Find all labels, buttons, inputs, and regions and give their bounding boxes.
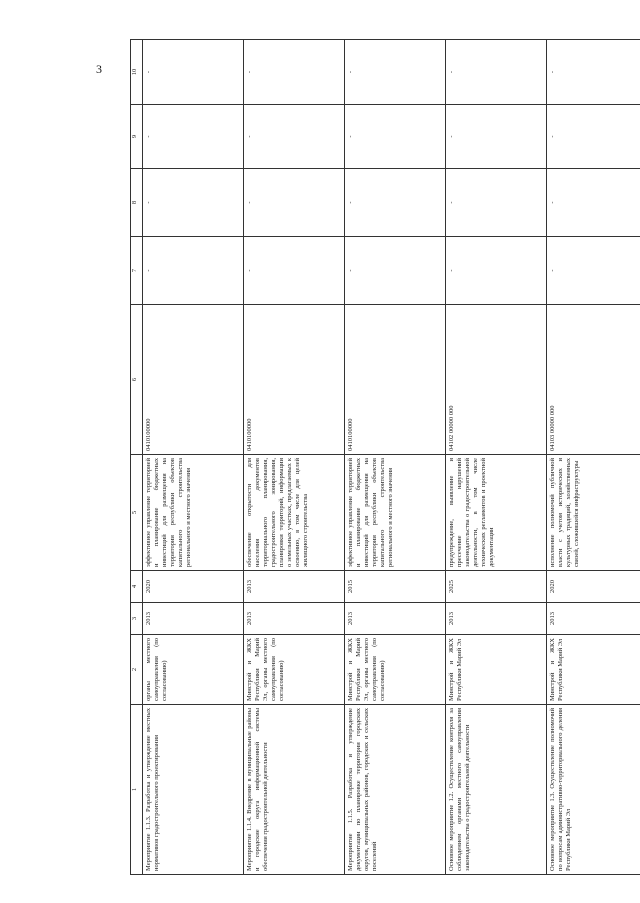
value-cell: - bbox=[345, 169, 446, 237]
responsible-executor: органы местного самоуправления (по согласованию) bbox=[143, 635, 244, 705]
rotated-table-wrapper bbox=[130, 40, 630, 875]
table-row bbox=[143, 40, 244, 875]
value-cell: - bbox=[345, 237, 446, 305]
budget-code: 0410100000 bbox=[244, 305, 345, 455]
page-number: 3 bbox=[96, 62, 102, 76]
value-cell: - bbox=[547, 237, 640, 305]
value-cell: - bbox=[143, 169, 244, 237]
value-cell: - bbox=[345, 105, 446, 169]
expected-result: предупреждение, выявление и пресечение нарушений законодательства о градостроительной деятельности, в том числе технических регламентов и проектной документации bbox=[446, 455, 547, 571]
column-header: 1 bbox=[131, 705, 143, 875]
start-year: 2013 bbox=[446, 603, 547, 635]
expected-result: обеспечение открытости для населения документов территориального планирования, градостроительного зонирования, планировки территорий, информации о земельных участках, предлагаемых к освоению, в том числе для целей жилищного строительства bbox=[244, 455, 345, 571]
program-activities-table bbox=[130, 39, 640, 875]
column-header: 2 bbox=[131, 635, 143, 705]
activity-name: Основное мероприятие 1.2. Осуществление контроля за соблюдением органами местного самоуправления законодательства о градостроительной деятельности bbox=[446, 705, 547, 875]
end-year: 2025 bbox=[446, 571, 547, 603]
expected-result: эффективное управление территорией и планирование бюджетных инвестиций для размещения на территории республики объектов капитального строительства регионального и местного значения bbox=[143, 455, 244, 571]
table-row bbox=[345, 40, 446, 875]
column-header: 10 bbox=[131, 40, 143, 105]
responsible-executor: Минстрой и ЖКХ Республики Марий Эл, органы местного самоуправления (по согласованию) bbox=[345, 635, 446, 705]
table-row bbox=[446, 40, 547, 875]
end-year: 2020 bbox=[143, 571, 244, 603]
column-header: 6 bbox=[131, 305, 143, 455]
value-cell: - bbox=[547, 169, 640, 237]
column-header: 8 bbox=[131, 169, 143, 237]
column-header: 9 bbox=[131, 105, 143, 169]
column-header: 3 bbox=[131, 603, 143, 635]
column-header: 4 bbox=[131, 571, 143, 603]
responsible-executor: Минстрой и ЖКХ Республики Марий Эл bbox=[446, 635, 547, 705]
table-row bbox=[547, 40, 640, 875]
value-cell: - bbox=[547, 40, 640, 105]
end-year: 2013 bbox=[244, 571, 345, 603]
value-cell: - bbox=[143, 237, 244, 305]
budget-code: 0410100000 bbox=[345, 305, 446, 455]
expected-result: исполнение полномочий публичной власти с учетом исторических и культурных традиций, хозяйственных связей, сложившейся инфраструктуры bbox=[547, 455, 640, 571]
column-header: 5 bbox=[131, 455, 143, 571]
end-year: 2020 bbox=[547, 571, 640, 603]
value-cell: - bbox=[446, 105, 547, 169]
responsible-executor: Минстрой и ЖКХ Республики Марий Эл, органы местного самоуправления (по согласованию) bbox=[244, 635, 345, 705]
budget-code: 04103 00000 000 bbox=[547, 305, 640, 455]
table-row bbox=[244, 40, 345, 875]
activity-name: Мероприятие 1.1.4. Внедрение в муниципальные районы и городские округа информационной системы обеспечения градостроительной деятельности bbox=[244, 705, 345, 875]
start-year: 2013 bbox=[547, 603, 640, 635]
value-cell: - bbox=[547, 105, 640, 169]
start-year: 2013 bbox=[244, 603, 345, 635]
value-cell: - bbox=[244, 40, 345, 105]
value-cell: - bbox=[244, 169, 345, 237]
value-cell: - bbox=[244, 237, 345, 305]
value-cell: - bbox=[244, 105, 345, 169]
budget-code: 0410100000 bbox=[143, 305, 244, 455]
activity-name: Основное мероприятие 1.3. Осуществление полномочий по вопросам административно-территориального деления Республики Марий Эл bbox=[547, 705, 640, 875]
value-cell: - bbox=[143, 40, 244, 105]
value-cell: - bbox=[446, 169, 547, 237]
value-cell: - bbox=[446, 237, 547, 305]
value-cell: - bbox=[446, 40, 547, 105]
activity-name: Мероприятие 1.1.3. Разработка и утверждение местных нормативов градостроительного проектирования bbox=[143, 705, 244, 875]
activity-name: Мероприятие 1.1.5. Разработка и утверждение документации по планировке территории городских округов, муниципальных районов, городских и сельских поселений bbox=[345, 705, 446, 875]
responsible-executor: Минстрой и ЖКХ Республики Марий Эл bbox=[547, 635, 640, 705]
end-year: 2015 bbox=[345, 571, 446, 603]
expected-result: эффективное управление территорией и планирование бюджетных инвестиций для размещения на территории республики объектов капитального строительства регионального и местного значения bbox=[345, 455, 446, 571]
budget-code: 04102 00000 000 bbox=[446, 305, 547, 455]
start-year: 2013 bbox=[345, 603, 446, 635]
value-cell: - bbox=[345, 40, 446, 105]
start-year: 2013 bbox=[143, 603, 244, 635]
value-cell: - bbox=[143, 105, 244, 169]
column-header: 7 bbox=[131, 237, 143, 305]
header-row bbox=[131, 40, 143, 875]
